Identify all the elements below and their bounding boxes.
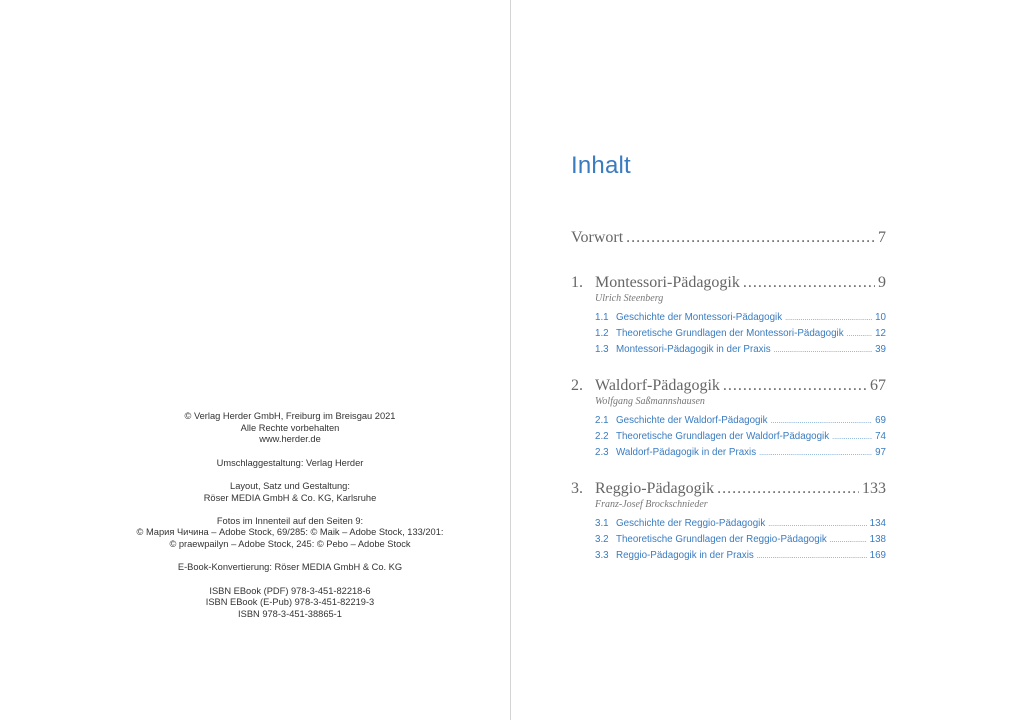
section-title: Theoretische Grundlagen der Waldorf-Pädagogik xyxy=(616,431,830,442)
section-page: 169 xyxy=(869,550,886,561)
section-entry[interactable] xyxy=(595,413,886,429)
section-number: 2.3 xyxy=(595,447,609,458)
ebook-conversion-line: E-Book-Konvertierung: Röser MEDIA GmbH & Co. KG xyxy=(177,562,403,573)
section-title: Theoretische Grundlagen der Reggio-Pädagogik xyxy=(616,534,827,545)
dot-leader xyxy=(717,480,859,498)
toc-chapter xyxy=(571,274,886,358)
chapter-entry[interactable] xyxy=(571,480,886,498)
chapter-number: 3. xyxy=(571,480,583,497)
section-page: 69 xyxy=(875,415,886,426)
dot-leader xyxy=(626,229,875,247)
dot-leader xyxy=(830,532,867,548)
section-number: 2.2 xyxy=(595,431,609,442)
isbn-print: ISBN 978-3-451-38865-1 xyxy=(238,608,342,619)
toc-preface[interactable] xyxy=(571,229,886,247)
section-entry[interactable] xyxy=(595,548,886,564)
preface-label: Vorwort xyxy=(571,229,624,246)
dot-leader xyxy=(774,342,872,358)
chapter-page: 67 xyxy=(870,377,886,394)
chapter-author: Franz-Josef Brockschnieder xyxy=(595,499,708,510)
chapter-title: Waldorf-Pädagogik xyxy=(595,377,720,394)
photo-credits-1: © Мария Чичина – Adobe Stock, 69/285: © Maik – Adobe Stock, 133/201: xyxy=(136,527,444,538)
toc-title: Inhalt xyxy=(571,152,631,180)
section-number: 1.2 xyxy=(595,328,609,339)
section-title: Montessori-Pädagogik in der Praxis xyxy=(616,344,771,355)
isbn-pdf: ISBN EBook (PDF) 978-3-451-82218-6 xyxy=(209,585,371,596)
layout-company: Röser MEDIA GmbH & Co. KG, Karlsruhe xyxy=(203,492,377,503)
section-entry[interactable] xyxy=(595,445,886,461)
section-page: 134 xyxy=(869,518,886,529)
dot-leader xyxy=(743,274,875,292)
chapter-number: 1. xyxy=(571,274,583,291)
chapter-author: Ulrich Steenberg xyxy=(595,293,664,304)
chapter-title: Reggio-Pädagogik xyxy=(595,480,715,497)
section-number: 2.1 xyxy=(595,415,609,426)
chapter-entry[interactable] xyxy=(571,274,886,292)
cover-design-line: Umschlaggestaltung: Verlag Herder xyxy=(216,457,364,468)
preface-page: 7 xyxy=(878,229,886,246)
toc-chapter xyxy=(571,480,886,564)
section-title: Reggio-Pädagogik in der Praxis xyxy=(616,550,754,561)
dot-leader xyxy=(757,548,867,564)
dot-leader xyxy=(759,445,872,461)
chapter-page: 133 xyxy=(862,480,886,497)
section-entry[interactable] xyxy=(595,429,886,445)
section-title: Geschichte der Montessori-Pädagogik xyxy=(616,312,783,323)
section-entry[interactable] xyxy=(595,516,886,532)
chapter-entry[interactable] xyxy=(571,377,886,395)
section-entry[interactable] xyxy=(595,310,886,326)
dot-leader xyxy=(768,516,866,532)
isbn-epub: ISBN EBook (E-Pub) 978-3-451-82219-3 xyxy=(205,597,375,608)
colophon xyxy=(90,411,490,621)
website-line: www.herder.de xyxy=(259,434,321,445)
section-page: 12 xyxy=(875,328,886,339)
section-title: Geschichte der Reggio-Pädagogik xyxy=(616,518,766,529)
dot-leader xyxy=(771,413,873,429)
photo-credits-label: Fotos im Innenteil auf den Seiten 9: xyxy=(216,515,364,526)
section-number: 3.1 xyxy=(595,518,609,529)
section-title: Waldorf-Pädagogik in der Praxis xyxy=(616,447,757,458)
section-entry[interactable] xyxy=(595,326,886,342)
section-number: 3.2 xyxy=(595,534,609,545)
section-number: 1.3 xyxy=(595,344,609,355)
rights-line: Alle Rechte vorbehalten xyxy=(240,422,340,433)
chapter-number: 2. xyxy=(571,377,583,394)
section-page: 39 xyxy=(875,344,886,355)
chapter-author: Wolfgang Saßmannshausen xyxy=(595,396,705,407)
chapter-title: Montessori-Pädagogik xyxy=(595,274,740,291)
section-number: 3.3 xyxy=(595,550,609,561)
section-title: Theoretische Grundlagen der Montessori-Pädagogik xyxy=(616,328,844,339)
dot-leader xyxy=(785,310,872,326)
section-number: 1.1 xyxy=(595,312,609,323)
copyright-line: © Verlag Herder GmbH, Freiburg im Breisgau 2021 xyxy=(184,411,396,421)
dot-leader xyxy=(832,429,872,445)
chapter-page: 9 xyxy=(878,274,886,291)
section-title: Geschichte der Waldorf-Pädagogik xyxy=(616,415,768,426)
section-page: 97 xyxy=(875,447,886,458)
photo-credits-2: © praewpailyn – Adobe Stock, 245: © Pebo – Adobe Stock xyxy=(169,539,411,550)
right-page-contents xyxy=(511,0,1020,720)
section-page: 138 xyxy=(869,534,886,545)
toc-chapter xyxy=(571,377,886,461)
dot-leader xyxy=(847,326,872,342)
section-page: 74 xyxy=(875,431,886,442)
section-entry[interactable] xyxy=(595,342,886,358)
section-page: 10 xyxy=(875,312,886,323)
layout-label: Layout, Satz und Gestaltung: xyxy=(230,480,350,491)
dot-leader xyxy=(723,377,867,395)
section-entry[interactable] xyxy=(595,532,886,548)
